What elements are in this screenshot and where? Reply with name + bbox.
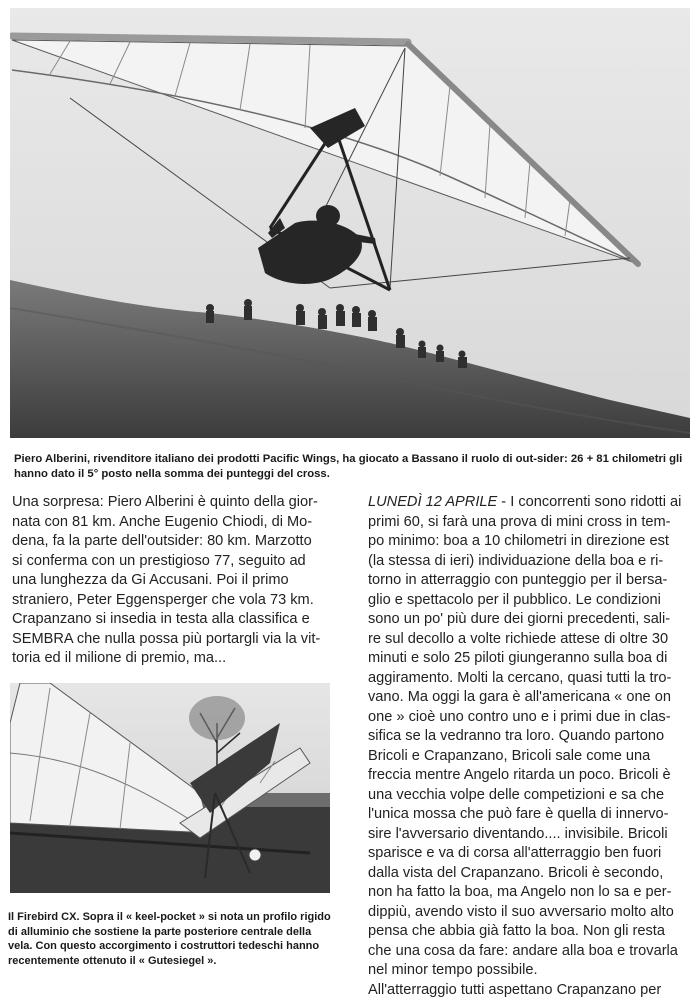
text-line: po minimo: boa a 10 chilometri in direzione est xyxy=(368,532,693,552)
text-line: sono un po' più dure dei giorni precedenti, sali- xyxy=(368,610,693,630)
text-line: dalla vista del Crapanzano. Bricoli è secondo, xyxy=(368,864,693,884)
text-line: All'atterraggio tutti aspettano Crapanzano per xyxy=(368,981,693,1000)
text-line: dippiù, avendo visto il suo avversario molto alto xyxy=(368,903,693,923)
text-line: si conferma con un prestigioso 77, seguito ad xyxy=(12,552,342,572)
text-line xyxy=(368,493,693,513)
text-line: nata con 81 km. Anche Eugenio Chiodi, di Mo- xyxy=(12,513,342,533)
text-line: Una sorpresa: Piero Alberini è quinto della gior- xyxy=(12,493,342,513)
text-line: primi 60, si farà una prova di mini cross in tem- xyxy=(368,513,693,533)
text-line: straniero, Peter Eggensperger che vola 73 km. xyxy=(12,591,342,611)
text-line: sparisce e va di corsa all'atterraggio ben fuori xyxy=(368,844,693,864)
text-line: pensa che abbia già fatto la boa. Non gli resta xyxy=(368,922,693,942)
top-photo-caption: Piero Alberini, rivenditore italiano dei prodotti Pacific Wings, ha giocato a Bassano il ruolo di out-sider: 26 + 81 chilometri gli hanno dato il 5° posto nella somma dei punteggi del cross. xyxy=(14,452,694,482)
article-column-left xyxy=(12,493,342,669)
text-line-rest: - I concorrenti sono ridotti ai xyxy=(497,494,681,510)
text-line: sire l'avversario diventando.... invisibile. Bricoli xyxy=(368,825,693,845)
text-line: nel minor tempo possibile. xyxy=(368,961,693,981)
text-line: Crapanzano si insedia in testa alla classifica e xyxy=(12,610,342,630)
text-line: freccia mentre Angelo ritarda un poco. Bricoli è xyxy=(368,766,693,786)
text-line: (la stessa di ieri) individuazione della boa e ri- xyxy=(368,552,693,572)
text-line: Bricoli e Crapanzano, Bricoli sale come una xyxy=(368,747,693,767)
text-line: sifica se la vedranno tra loro. Quando partono xyxy=(368,727,693,747)
text-line: una vecchia volpe delle competizioni e sa che xyxy=(368,786,693,806)
text-line: dena, fa la parte dell'outsider: 80 km. Marzotto xyxy=(12,532,342,552)
text-line: che una cosa da fare: andare alla boa e trovarla xyxy=(368,942,693,962)
hang-glider-photo xyxy=(10,8,690,438)
text-line: one » cioè uno contro uno e i primi due in clas- xyxy=(368,708,693,728)
text-line: vano. Ma oggi la gara è all'americana « one on xyxy=(368,688,693,708)
text-line: non ha fatto la boa, ma Angelo non lo sa e per- xyxy=(368,883,693,903)
bottom-photo-caption: Il Firebird CX. Sopra il « keel-pocket » si nota un profilo rigido di alluminio che sostiene la parte posteriore centrale della vela. Con questo accorgimento i costruttori tedeschi hanno recentemente ottenuto il « Gutesiegel ». xyxy=(8,910,333,968)
firebird-glider-photo xyxy=(10,683,330,893)
text-line: una lunghezza da Gi Accusani. Poi il primo xyxy=(12,571,342,591)
text-line: minuti e solo 25 piloti giungeranno sulla boa di xyxy=(368,649,693,669)
text-line: toria ed il milione di premio, ma... xyxy=(12,649,342,669)
text-line: glio e spettacolo per il pubblico. Le condizioni xyxy=(368,591,693,611)
article-date: LUNEDÌ 12 APRILE xyxy=(368,494,497,510)
text-line: SEMBRA che nulla possa più portargli via la vit- xyxy=(12,630,342,650)
text-line: l'unica mossa che può fare è quella di innervo- xyxy=(368,805,693,825)
text-line: re sul decollo a volte richiede attese di oltre 30 xyxy=(368,630,693,650)
article-column-right xyxy=(368,493,693,1000)
text-line: aggiramento. Molti la cercano, quasi tutti la tro- xyxy=(368,669,693,689)
text-line: torno in atterraggio con punteggio per il bersa- xyxy=(368,571,693,591)
